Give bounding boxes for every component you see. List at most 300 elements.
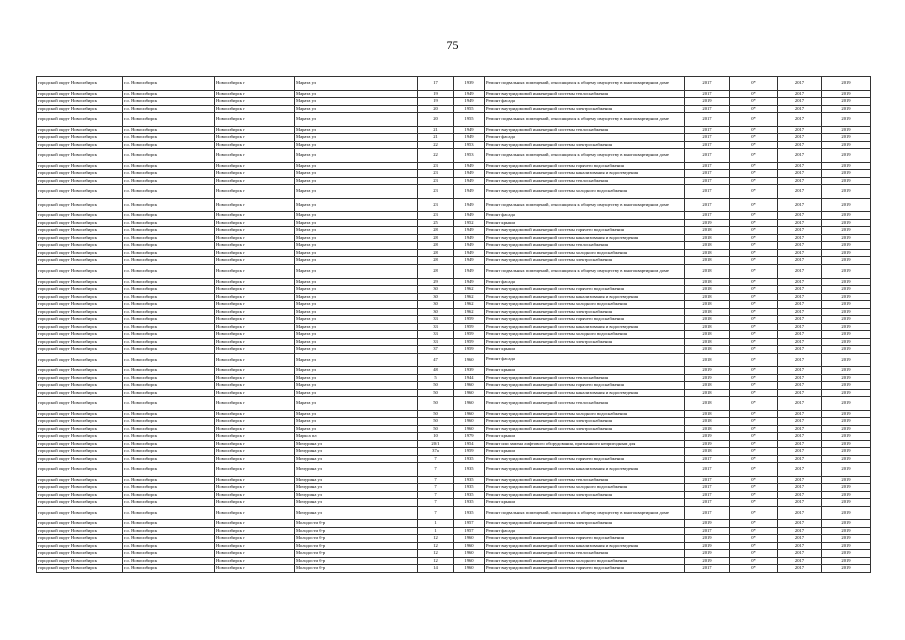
period-from-cell: 2017 [778,338,822,346]
work-type-cell: Ремонт крыши [485,448,685,456]
street-cell: Марата ул [295,134,418,142]
street-cell: Марата ул [295,219,418,227]
settlement-cell: г.о. Новосибирск [123,535,215,543]
period-to-cell: 2019 [822,425,871,433]
district-cell: городской округ Новосибирск [37,134,123,142]
cost-cell: 0* [730,323,778,331]
street-cell: Марата ул [295,170,418,178]
city-cell: Новосибирск г [215,418,295,426]
planned-year-cell: 2018 [685,242,730,250]
table-row [37,440,871,448]
table-row [37,90,871,98]
settlement-cell: г.о. Новосибирск [123,433,215,441]
planned-year-cell: 2018 [685,338,730,346]
year-built-cell: 1949 [454,170,485,178]
district-cell: городской округ Новосибирск [37,418,123,426]
period-from-cell: 2017 [778,331,822,339]
street-cell: Марата ул [295,105,418,113]
street-cell: Марата ул [295,185,418,199]
table-row [37,367,871,375]
street-cell: Марата ул [295,126,418,134]
planned-year-cell: 2017 [685,527,730,535]
cost-cell: 0* [730,134,778,142]
district-cell: городской округ Новосибирск [37,77,123,91]
cost-cell: 0* [730,382,778,390]
district-cell: городской округ Новосибирск [37,374,123,382]
cost-cell: 0* [730,440,778,448]
year-built-cell: 1949 [454,185,485,199]
work-type-cell: Ремонт внутридомовой инженерной системы канализования и водоотведения [485,234,685,242]
house-number-cell: 23 [418,185,454,199]
period-from-cell: 2017 [778,77,822,91]
work-type-cell: Ремонт внутридомовой инженерной системы холодного водоснабжения [485,301,685,309]
cost-cell: 0* [730,257,778,265]
district-cell: городской округ Новосибирск [37,219,123,227]
house-number-cell: 20 [418,105,454,113]
table-row [37,374,871,382]
settlement-cell: г.о. Новосибирск [123,463,215,477]
settlement-cell: г.о. Новосибирск [123,410,215,418]
city-cell: Новосибирск г [215,535,295,543]
city-cell: Новосибирск г [215,212,295,220]
year-built-cell: 1957 [454,527,485,535]
year-built-cell: 1949 [454,249,485,257]
year-built-cell: 1960 [454,389,485,397]
street-cell: Марата ул [295,77,418,91]
street-cell: Марата ул [295,227,418,235]
table-row [37,257,871,265]
district-cell: городской округ Новосибирск [37,113,123,127]
planned-year-cell: 2017 [685,134,730,142]
period-from-cell: 2017 [778,227,822,235]
district-cell: городской округ Новосибирск [37,506,123,520]
table-row [37,301,871,309]
house-number-cell: 17 [418,77,454,91]
work-type-cell: Ремонт внутридомовой инженерной системы электроснабжения [485,425,685,433]
cost-cell: 0* [730,286,778,294]
city-cell: Новосибирск г [215,316,295,324]
planned-year-cell: 2018 [685,418,730,426]
street-cell: Молодости б-р [295,557,418,565]
city-cell: Новосибирск г [215,476,295,484]
cost-cell: 0* [730,476,778,484]
period-to-cell: 2019 [822,170,871,178]
work-type-cell: Ремонт внутридомовой инженерной системы канализования и водоотведения [485,170,685,178]
work-type-cell: Ремонт внутридомовой инженерной системы теплоснабжения [485,90,685,98]
planned-year-cell: 2018 [685,234,730,242]
house-number-cell: 1 [418,520,454,528]
table-row [37,126,871,134]
period-to-cell: 2019 [822,278,871,286]
period-from-cell: 2017 [778,98,822,106]
period-from-cell: 2017 [778,249,822,257]
house-number-cell: 22 [418,149,454,163]
planned-year-cell: 2018 [685,397,730,411]
period-from-cell: 2017 [778,293,822,301]
table-row [37,463,871,477]
period-to-cell: 2019 [822,433,871,441]
house-number-cell: 23 [418,177,454,185]
cost-cell: 0* [730,484,778,492]
planned-year-cell: 2019 [685,219,730,227]
district-cell: городской округ Новосибирск [37,105,123,113]
cost-cell: 0* [730,126,778,134]
period-to-cell: 2019 [822,227,871,235]
street-cell: Марата ул [295,198,418,212]
table-row [37,382,871,390]
cost-cell: 0* [730,185,778,199]
cost-cell: 0* [730,177,778,185]
year-built-cell: 1949 [454,242,485,250]
district-cell: городской округ Новосибирск [37,249,123,257]
settlement-cell: г.о. Новосибирск [123,162,215,170]
table-row [37,557,871,565]
street-cell: Марата ул [295,249,418,257]
planned-year-cell: 2018 [685,425,730,433]
settlement-cell: г.о. Новосибирск [123,105,215,113]
house-number-cell: 50 [418,418,454,426]
city-cell: Новосибирск г [215,550,295,558]
street-cell: Марата ул [295,98,418,106]
house-number-cell: 12 [418,535,454,543]
period-from-cell: 2017 [778,198,822,212]
district-cell: городской округ Новосибирск [37,463,123,477]
city-cell: Новосибирск г [215,484,295,492]
planned-year-cell: 2017 [685,476,730,484]
work-type-cell: Ремонт фасада [485,278,685,286]
street-cell: Марата ул [295,316,418,324]
period-from-cell: 2017 [778,257,822,265]
planned-year-cell: 2017 [685,170,730,178]
district-cell: городской округ Новосибирск [37,433,123,441]
period-from-cell: 2017 [778,323,822,331]
work-type-cell: Ремонт внутридомовой инженерной системы теплоснабжения [485,397,685,411]
district-cell: городской округ Новосибирск [37,338,123,346]
district-cell: городской округ Новосибирск [37,527,123,535]
period-from-cell: 2017 [778,374,822,382]
district-cell: городской округ Новосибирск [37,491,123,499]
work-type-cell: Ремонт или замена лифтового оборудования, признанного непригодным для [485,440,685,448]
city-cell: Новосибирск г [215,126,295,134]
city-cell: Новосибирск г [215,113,295,127]
period-from-cell: 2017 [778,382,822,390]
cost-cell: 0* [730,455,778,463]
settlement-cell: г.о. Новосибирск [123,331,215,339]
district-cell: городской округ Новосибирск [37,346,123,354]
period-from-cell: 2017 [778,219,822,227]
work-type-cell: Ремонт фасада [485,212,685,220]
planned-year-cell: 2017 [685,499,730,507]
city-cell: Новосибирск г [215,149,295,163]
work-type-cell: Ремонт внутридомовой инженерной системы электроснабжения [485,141,685,149]
city-cell: Новосибирск г [215,520,295,528]
planned-year-cell: 2019 [685,433,730,441]
house-number-cell: 28 [418,264,454,278]
cost-cell: 0* [730,367,778,375]
street-cell: Марата ул [295,389,418,397]
year-built-cell: 1935 [454,499,485,507]
period-from-cell: 2017 [778,185,822,199]
work-type-cell: Ремонт внутридомовой инженерной системы горячего водоснабжения [485,535,685,543]
cost-cell: 0* [730,227,778,235]
settlement-cell: г.о. Новосибирск [123,227,215,235]
settlement-cell: г.о. Новосибирск [123,397,215,411]
settlement-cell: г.о. Новосибирск [123,278,215,286]
street-cell: Марата ул [295,293,418,301]
table-row [37,455,871,463]
period-from-cell: 2017 [778,134,822,142]
city-cell: Новосибирск г [215,185,295,199]
cost-cell: 0* [730,338,778,346]
planned-year-cell: 2018 [685,249,730,257]
city-cell: Новосибирск г [215,323,295,331]
period-from-cell: 2017 [778,440,822,448]
year-built-cell: 1935 [454,455,485,463]
work-type-cell: Ремонт фасада [485,527,685,535]
settlement-cell: г.о. Новосибирск [123,286,215,294]
planned-year-cell: 2018 [685,353,730,367]
period-from-cell: 2017 [778,234,822,242]
table-row [37,565,871,573]
year-built-cell: 1949 [454,278,485,286]
settlement-cell: г.о. Новосибирск [123,177,215,185]
house-number-cell: 22 [418,141,454,149]
planned-year-cell: 2017 [685,141,730,149]
period-from-cell: 2017 [778,170,822,178]
period-from-cell: 2017 [778,278,822,286]
period-from-cell: 2017 [778,105,822,113]
period-to-cell: 2019 [822,410,871,418]
district-cell: городской округ Новосибирск [37,234,123,242]
planned-year-cell: 2017 [685,455,730,463]
street-cell: Марата ул [295,323,418,331]
period-from-cell: 2017 [778,448,822,456]
year-built-cell: 1949 [454,234,485,242]
planned-year-cell: 2018 [685,331,730,339]
house-number-cell: 12 [418,557,454,565]
table-row [37,293,871,301]
period-from-cell: 2017 [778,520,822,528]
district-cell: городской округ Новосибирск [37,242,123,250]
house-number-cell: 12 [418,550,454,558]
house-number-cell: 12 [418,542,454,550]
district-cell: городской округ Новосибирск [37,367,123,375]
city-cell: Новосибирск г [215,425,295,433]
planned-year-cell: 2019 [685,367,730,375]
district-cell: городской округ Новосибирск [37,308,123,316]
year-built-cell: 1960 [454,397,485,411]
city-cell: Новосибирск г [215,374,295,382]
settlement-cell: г.о. Новосибирск [123,418,215,426]
planned-year-cell: 2017 [685,126,730,134]
work-type-cell: Ремонт внутридомовой инженерной системы электроснабжения [485,338,685,346]
year-built-cell: 1960 [454,557,485,565]
period-from-cell: 2017 [778,550,822,558]
district-cell: городской округ Новосибирск [37,565,123,573]
district-cell: городской округ Новосибирск [37,90,123,98]
cost-cell: 0* [730,557,778,565]
year-built-cell: 1949 [454,212,485,220]
table-row [37,397,871,411]
house-number-cell: 33 [418,323,454,331]
street-cell: Мичурина ул [295,463,418,477]
period-to-cell: 2019 [822,308,871,316]
house-number-cell: 7 [418,463,454,477]
year-built-cell: 1962 [454,293,485,301]
settlement-cell: г.о. Новосибирск [123,149,215,163]
period-from-cell: 2017 [778,126,822,134]
cost-cell: 0* [730,346,778,354]
street-cell: Мичурина ул [295,455,418,463]
city-cell: Новосибирск г [215,389,295,397]
period-to-cell: 2019 [822,316,871,324]
year-built-cell: 1955 [454,113,485,127]
house-number-cell: 7 [418,499,454,507]
period-from-cell: 2017 [778,308,822,316]
cost-cell: 0* [730,98,778,106]
table-row [37,98,871,106]
year-built-cell: 1949 [454,227,485,235]
district-cell: городской округ Новосибирск [37,455,123,463]
work-type-cell: Ремонт внутридомовой инженерной системы горячего водоснабжения [485,162,685,170]
period-to-cell: 2019 [822,520,871,528]
cost-cell: 0* [730,162,778,170]
table-row [37,77,871,91]
district-cell: городской округ Новосибирск [37,535,123,543]
work-type-cell: Ремонт внутридомовой инженерной системы горячего водоснабжения [485,382,685,390]
settlement-cell: г.о. Новосибирск [123,293,215,301]
period-to-cell: 2019 [822,506,871,520]
work-type-cell: Ремонт внутридомовой инженерной системы канализования и водоотведения [485,293,685,301]
work-type-cell: Ремонт подвальных помещений, относящихся к общему имуществу в многоквартирном доме [485,264,685,278]
work-type-cell: Ремонт внутридомовой инженерной системы теплоснабжения [485,550,685,558]
settlement-cell: г.о. Новосибирск [123,367,215,375]
settlement-cell: г.о. Новосибирск [123,308,215,316]
planned-year-cell: 2018 [685,301,730,309]
planned-year-cell: 2019 [685,440,730,448]
period-from-cell: 2017 [778,418,822,426]
year-built-cell: 1935 [454,506,485,520]
period-from-cell: 2017 [778,90,822,98]
work-type-cell: Ремонт внутридомовой инженерной системы теплоснабжения [485,242,685,250]
district-cell: городской округ Новосибирск [37,264,123,278]
house-number-cell: 7 [418,476,454,484]
street-cell: Мичурина ул [295,440,418,448]
year-built-cell: 1935 [454,476,485,484]
cost-cell: 0* [730,565,778,573]
district-cell: городской округ Новосибирск [37,177,123,185]
planned-year-cell: 2017 [685,506,730,520]
year-built-cell: 1949 [454,264,485,278]
house-number-cell: 28 [418,257,454,265]
work-type-cell: Ремонт внутридомовой инженерной системы горячего водоснабжения [485,455,685,463]
district-cell: городской округ Новосибирск [37,301,123,309]
city-cell: Новосибирск г [215,98,295,106]
cost-cell: 0* [730,491,778,499]
planned-year-cell: 2018 [685,382,730,390]
house-number-cell: 50 [418,389,454,397]
street-cell: Марата ул [295,257,418,265]
city-cell: Новосибирск г [215,286,295,294]
table-row [37,162,871,170]
street-cell: Марата ул [295,425,418,433]
settlement-cell: г.о. Новосибирск [123,77,215,91]
district-cell: городской округ Новосибирск [37,476,123,484]
city-cell: Новосибирск г [215,353,295,367]
work-type-cell: Ремонт внутридомовой инженерной системы горячего водоснабжения [485,227,685,235]
district-cell: городской округ Новосибирск [37,397,123,411]
table-row [37,234,871,242]
settlement-cell: г.о. Новосибирск [123,301,215,309]
city-cell: Новосибирск г [215,542,295,550]
table-row [37,219,871,227]
district-cell: городской округ Новосибирск [37,382,123,390]
planned-year-cell: 2018 [685,323,730,331]
street-cell: Марата ул [295,353,418,367]
period-to-cell: 2019 [822,219,871,227]
street-cell: Марата ул [295,113,418,127]
table-row [37,491,871,499]
city-cell: Новосибирск г [215,338,295,346]
repair-schedule-table [36,76,871,573]
planned-year-cell: 2018 [685,278,730,286]
work-type-cell: Ремонт подвальных помещений, относящихся к общему имуществу в многоквартирном доме [485,198,685,212]
planned-year-cell: 2019 [685,374,730,382]
cost-cell: 0* [730,316,778,324]
city-cell: Новосибирск г [215,448,295,456]
settlement-cell: г.о. Новосибирск [123,557,215,565]
period-from-cell: 2017 [778,212,822,220]
cost-cell: 0* [730,463,778,477]
table-row [37,520,871,528]
period-to-cell: 2019 [822,264,871,278]
table-row [37,346,871,354]
table-row [37,410,871,418]
year-built-cell: 1979 [454,433,485,441]
period-from-cell: 2017 [778,397,822,411]
settlement-cell: г.о. Новосибирск [123,374,215,382]
year-built-cell: 1960 [454,550,485,558]
year-built-cell: 1949 [454,198,485,212]
period-from-cell: 2017 [778,346,822,354]
period-from-cell: 2017 [778,484,822,492]
year-built-cell: 1949 [454,177,485,185]
period-to-cell: 2019 [822,141,871,149]
street-cell: Мичурина ул [295,499,418,507]
work-type-cell: Ремонт внутридомовой инженерной системы холодного водоснабжения [485,410,685,418]
settlement-cell: г.о. Новосибирск [123,425,215,433]
table-row [37,170,871,178]
cost-cell: 0* [730,278,778,286]
district-cell: городской округ Новосибирск [37,98,123,106]
period-to-cell: 2019 [822,126,871,134]
street-cell: Марата ул [295,331,418,339]
district-cell: городской округ Новосибирск [37,278,123,286]
cost-cell: 0* [730,90,778,98]
period-from-cell: 2017 [778,410,822,418]
district-cell: городской округ Новосибирск [37,286,123,294]
planned-year-cell: 2017 [685,177,730,185]
house-number-cell: 50 [418,410,454,418]
city-cell: Новосибирск г [215,499,295,507]
year-built-cell: 1954 [454,440,485,448]
work-type-cell: Ремонт внутридомовой инженерной системы холодного водоснабжения [485,185,685,199]
house-number-cell: 20 [418,113,454,127]
period-to-cell: 2019 [822,550,871,558]
period-to-cell: 2019 [822,301,871,309]
city-cell: Новосибирск г [215,227,295,235]
settlement-cell: г.о. Новосибирск [123,257,215,265]
